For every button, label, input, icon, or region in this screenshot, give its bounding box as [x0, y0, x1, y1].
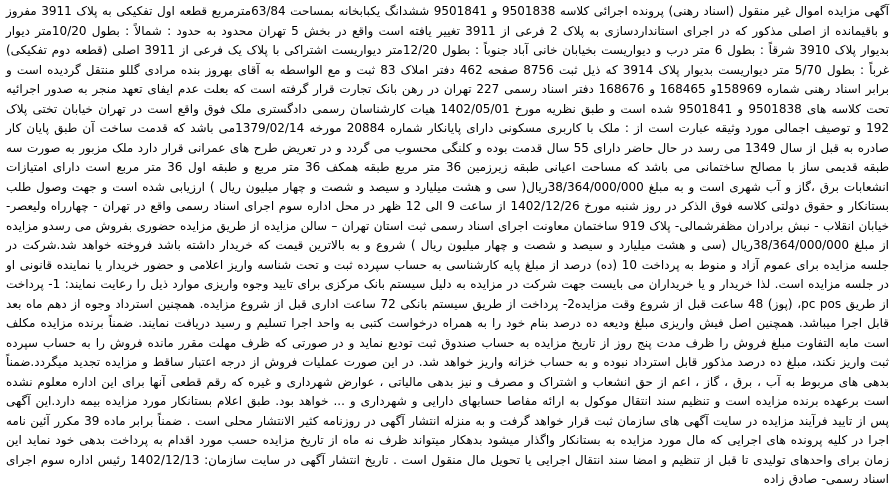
- auction-notice-text: آگهی مزایده اموال غیر منقول (اسناد رهنی) پرونده اجرائی کلاسه 9501838 و 9501841 ششدانگ یکبابخانه بمساحت 63/84مترمربع قطعه اول تفکیکی به پلاک 3911 مفروز و باقیمانده از اصلی مذکور که در اجرای استانداردسازی به پلاک 2 فرعی از 3911 تغییر یافته است واقع در بخش 5 تهران محدود به حدود : شمالاً : بطول 10/20متر دیوار بدیوار پلاک 3910 شرقاً : بطول 6 متر درب و دیواریست بخیابان خانی آباد جنوباً : بطول 12/20متر دیواریست اشتراکی با پلاک یک فرعی از 3911 اصلی (قطعه دوم تفکیکی) غرباً : بطول 5/70 متر دیواریست بدیوار پلاک 3914 که ذیل ثبت 8756 صفحه 462 دفتر املاک 83 ثبت و مع الواسطه به آقای بهروز بنده مرادی گللو منتقل گردیده است و برابر اسناد رهنی شماره 158969و 168465 و 168676 دفتر اسناد رسمی 227 تهران در رهن بانک تجارت قرار گرفته است که بعلت عدم ایفای تعهد منجر به صدور اجرائیه تحت کلاسه های 9501838 و 9501841 شده است و طبق نظریه مورخ 1402/05/01 هیات کارشناسان رسمی دادگستری ملک فوق واقع است در تهران خیابان تختی پلاک 192 و توصیف اجمالی مورد وثیقه عبارت است از : ملک با کاربری مسکونی دارای پایانکار شماره 20884 مورخه 1379/02/14می باشد که قدمت ساخت آن طبق پایان کار صادره به قبل از سال 1349 می رسد در حال حاضر دارای 55 سال قدمت بوده و کلنگی محسوب می گردد و در تعریض طرح های عمرانی قرار دارد ملک مزبور به صورت سه طبقه قدیمی ساز با مصالح ساختمانی می باشد که مساحت اعیانی طبقه زیرزمین 36 متر مربع طبقه همکف 36 متر مربع و طبقه اول 36 متر مربع است دارای امتیازات انشعابات برق ،گاز و آب شهری است و به مبلغ 38/364/000/000ریال( سی و هشت میلیارد و سیصد و شصت و چهار میلیون ریال ) ارزیابی شده است و جهت وصول طلب بستانکار و حقوق دولتی کلاسه فوق الذکر در روز شنبه مورخ 1402/12/26 از ساعت 9 الی 12 ظهر در محل اداره سوم اجرای اسناد رسمی واقع در تهران - چهارراه ولیعصر- خیابان انقلاب - نبش برادران مظفرشمالی- پلاک 919 ساختمان معاونت اجرای اسناد رسمی ثبت استان تهران – سالن مزایده از طریق مزایده حضوری بفروش می رسدو مزایده از مبلغ 38/364/000/000ریال (سی و هشت میلیارد و سیصد و شصت و چهار میلیون ریال ) شروع و به بالاترین قیمت که خریدار داشته باشد فروخته خواهد شد.شرکت در جلسه مزایده برای عموم آزاد و منوط به پرداخت 10 (ده) درصد از مبلغ پایه کارشناسی به حساب سپرده ثبت و تحت شناسه واریز اعلامی و حضور خریدار یا نماینده قانونی او در جلسه مزایده است. لذا خریدار و یا خریداران می بایست جهت شرکت در مزایده به دلیل سیستم بانک مرکزی برای تایید وجوه واریزی موارد ذیل را رعایت نمایند: 1- پرداخت از طریق pc pos، (پوز) 48 ساعت قبل از شروع وقت مزایده2- پرداخت از طریق سیستم بانکی 72 ساعت اداری قبل از شروع مزایده. همچنین استرداد وجوه از دهم ماه بعد قابل اجرا میباشد. همچنین اصل فیش واریزی مبلغ ودیعه ده درصد بنام خود را به همراه درخواست کتبی به واحد اجرا تسلیم و رسید دریافت نمایند. ضمناً برنده مزایده مکلف است مابه التفاوت مبلغ فروش را ظرف مدت پنج روز از تاریخ مزایده به حساب صندوق ثبت تودیع نماید و در صورتی که ظرف مهلت مقرر مانده فروش را به حساب سپرده ثبت واریز نکند، مبلغ ده درصد مذکور قابل استرداد نبوده و به حساب خزانه واریز خواهد شد. در این صورت عملیات فروش از درجه اعتبار ساقط و مزایده تجدید میگردد.ضمناً بدهی های مربوط به آب ، برق ، گاز ، اعم از حق انشعاب و اشتراک و مصرف و نیز بدهی مالیاتی ، عوارض شهرداری و غیره که رقم قطعی آنها برای این اداره معلوم نشده است برعهده برنده مزایده است و تنظیم سند انتقال موکول به ارائه مفاصا حسابهای دارایی و شهرداری و ... خواهد بود. طبق اعلام بستانکار مورد مزایده بیمه دارد.این آگهی پس از تایید فرآیند مزایده در سایت آگهی های سازمان ثبت قرار خواهد گرفت و به منزله انتشار آگهی در روزنامه کثیر الانتشار محلی است . ضمناً برابر ماده 39 مکرر آئین نامه اجرا در کلیه پرونده های اجرایی که مال مورد مزایده به بستانکار واگذار میشود بدهکار میتواند ظرف نه ماه از تاریخ مزایده حسب مورد اقدام به پرداخت بدهی خود نماید این زمان برای واحدهای تولیدی تا قبل از تنظیم و امضا سند انتقال اجرایی یا تحویل مال منقول است . تاریخ انتشار آگهی در سایت سازمان: 1402/12/13 رئیس اداره سوم اجرای اسناد رسمی- صادق زاده: [6, 4, 890, 486]
